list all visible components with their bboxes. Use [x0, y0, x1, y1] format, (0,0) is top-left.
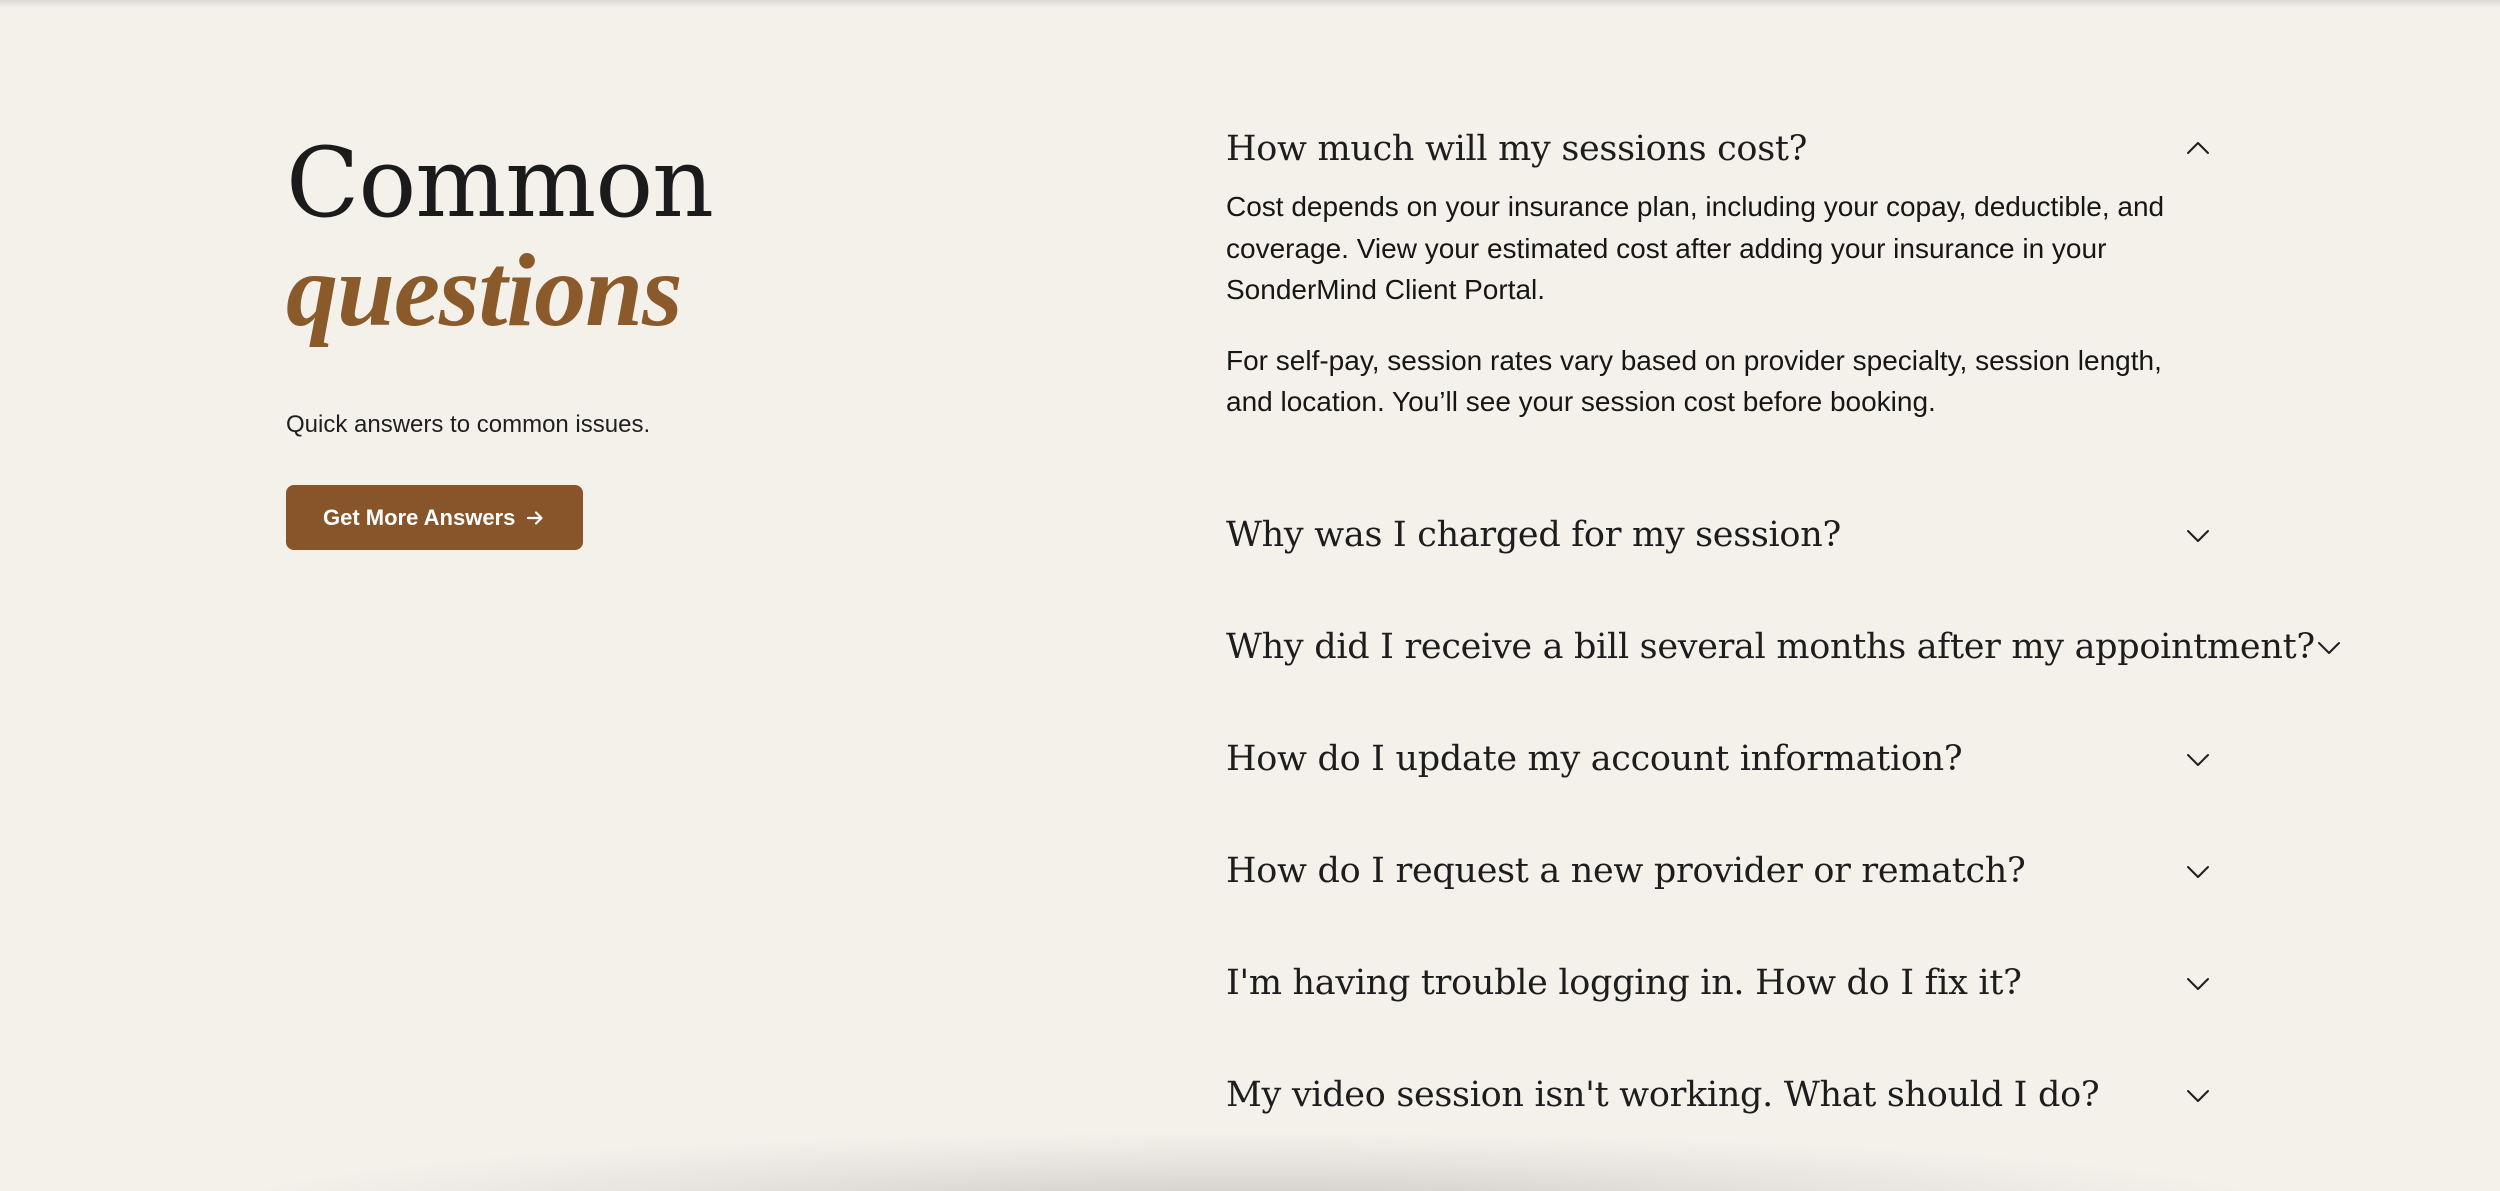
faq-item	[1226, 591, 2315, 703]
faq-question-toggle[interactable]	[1226, 815, 2216, 927]
faq-question-text: My video session isn't working. What should I do?	[1226, 1074, 2100, 1115]
faq-question-text: Why was I charged for my session?	[1226, 514, 1841, 555]
bottom-shadow	[200, 1131, 2300, 1191]
chevron-down-icon	[2184, 857, 2212, 885]
page-title-accent: questions	[286, 233, 682, 348]
faq-question-toggle[interactable]	[1226, 927, 2216, 1039]
chevron-down-icon	[2184, 521, 2212, 549]
faq-answer	[1226, 186, 2216, 479]
faq-item	[1226, 118, 2216, 479]
faq-intro	[286, 120, 1086, 550]
faq-question-toggle[interactable]	[1226, 591, 2315, 703]
faq-item	[1226, 815, 2216, 927]
chevron-down-icon	[2184, 745, 2212, 773]
faq-question-text: How much will my sessions cost?	[1226, 129, 1808, 169]
page-title: Common	[286, 127, 713, 239]
faq-question-text: How do I update my account information?	[1226, 738, 1963, 779]
chevron-down-icon	[2184, 1081, 2212, 1109]
get-more-answers-label: Get More Answers	[323, 504, 516, 530]
faq-answer-paragraph: For self-pay, session rates vary based on provider specialty, session length, and location. You’ll see your session cost before booking.	[1226, 344, 2162, 417]
faq-item	[1226, 703, 2216, 815]
faq-question-text: I'm having trouble logging in. How do I fix it?	[1226, 962, 2022, 1003]
faq-answer-paragraph: Cost depends on your insurance plan, including your copay, deductible, and coverage. View your estimated cost after adding your insurance in your SonderMind Client Portal.	[1226, 191, 2165, 305]
chevron-down-icon	[2315, 633, 2343, 661]
chevron-up-icon	[2184, 135, 2212, 163]
faq-question-toggle[interactable]	[1226, 118, 2216, 180]
faq-question-text: How do I request a new provider or rematch?	[1226, 850, 2026, 891]
faq-question-toggle[interactable]	[1226, 479, 2216, 591]
arrow-right-icon	[525, 508, 545, 528]
faq-item	[1226, 927, 2216, 1039]
page-subtitle: Quick answers to common issues.	[286, 411, 651, 438]
faq-question-text: Why did I receive a bill several months after my appointment?	[1226, 626, 2315, 667]
faq-accordion	[1226, 118, 2315, 1151]
faq-item	[1226, 479, 2216, 591]
chevron-down-icon	[2184, 969, 2212, 997]
faq-question-toggle[interactable]	[1226, 703, 2216, 815]
get-more-answers-button[interactable]	[286, 485, 583, 550]
top-shadow	[0, 0, 2500, 8]
